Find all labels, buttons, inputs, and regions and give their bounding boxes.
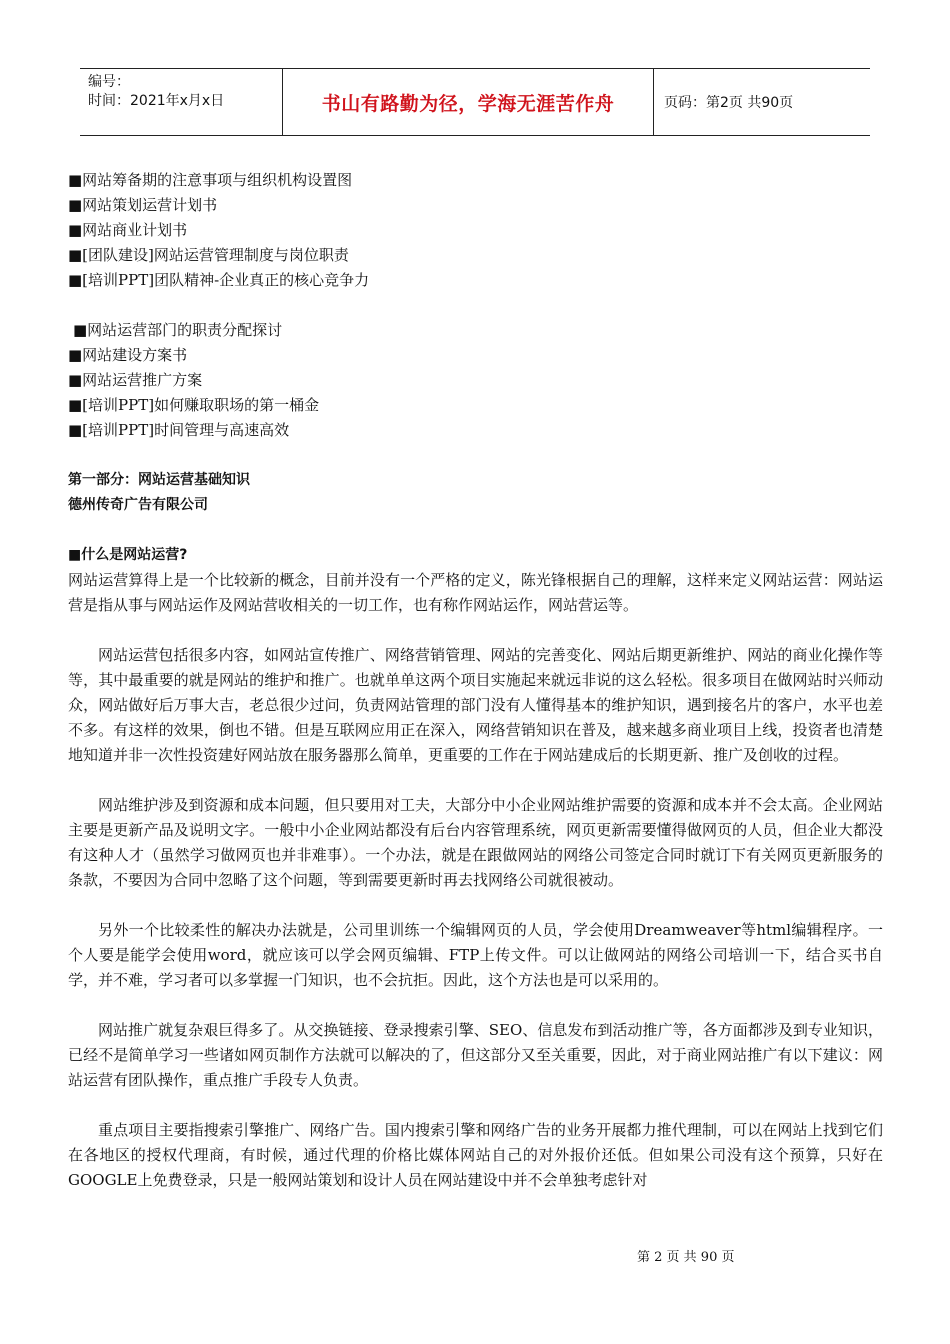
paragraph: 另外一个比较柔性的解决办法就是，公司里训练一个编辑网页的人员，学会使用Dreamweaver等html编辑程序。一个人要是能学会使用word，就应该可以学会网页编辑、FTP上传文件。可以让做网站的网络公司培训一下，结合买书自学，并不难，学习者可以多掌握一门知识，也不会抗拒。因此，这个方法也是可以采用的。 (68, 921, 883, 989)
paragraph-definition: 网站运营算得上是一个比较新的概念，目前并没有一个严格的定义，陈光锋根据自己的理解，这样来定义网站运营：网站运营是指从事与网站运作及网站营收相关的一切工作，也有称作网站运作，网站营运等。 (68, 571, 883, 614)
list-item: ■网站运营部门的职责分配探讨 (73, 321, 283, 339)
related-list-1 (68, 168, 883, 293)
list-item: ■网站商业计划书 (68, 221, 188, 239)
paragraph: 重点项目主要指搜索引擎推广、网络广告。国内搜索引擎和网络广告的业务开展都力推代理制，可以在网站上找到它们在各地区的授权代理商，有时候，通过代理的价格比媒体网站自己的对外报价还低。但如果公司没有这个预算，只好在GOOGLE上免费登录，只是一般网站策划和设计人员在网站建设中并不会单独考虑针对 (68, 1121, 883, 1189)
list-item: ■网站策划运营计划书 (68, 196, 218, 214)
number-label: 编号： (88, 74, 130, 90)
header-meta (80, 69, 282, 135)
list-item: ■网站运营推广方案 (68, 371, 203, 389)
document-body (68, 168, 883, 1193)
related-list-2 (68, 318, 883, 443)
list-item: ■[培训PPT]时间管理与高速高效 (68, 421, 290, 439)
question-heading: ■什么是网站运营? (68, 547, 188, 563)
list-item: ■[团队建设]网站运营管理制度与岗位职责 (68, 246, 349, 264)
list-item: ■网站建设方案书 (68, 346, 188, 364)
header-page-number: 页码：第2页 共90页 (664, 95, 794, 111)
header-motto: 书山有路勤为径，学海无涯苦作舟 (282, 69, 654, 135)
company-name: 德州传奇广告有限公司 (68, 497, 208, 513)
section-title: 第一部分：网站运营基础知识 (68, 472, 250, 488)
page-header (80, 68, 870, 136)
paragraph: 网站维护涉及到资源和成本问题，但只要用对工夫，大部分中小企业网站维护需要的资源和成本并不会太高。企业网站主要是更新产品及说明文字。一般中小企业网站都没有后台内容管理系统，网页更新需要懂得做网页的人员，但企业大都没有这种人才（虽然学习做网页也并非难事）。一个办法，就是在跟做网站的网络公司签定合同时就订下有关网页更新服务的条款，不要因为合同中忽略了这个问题，等到需要更新时再去找网络公司就很被动。 (68, 796, 883, 889)
list-item: ■[培训PPT]如何赚取职场的第一桶金 (68, 396, 320, 414)
section-heading (68, 468, 883, 518)
paragraph: 网站推广就复杂艰巨得多了。从交换链接、登录搜索引擎、SEO、信息发布到活动推广等，各方面都涉及到专业知识，已经不是简单学习一些诸如网页制作方法就可以解决的了，但这部分又至关重要，因此，对于商业网站推广有以下建议：网站运营有团队操作，重点推广手段专人负责。 (68, 1021, 883, 1089)
paragraph: 网站运营包括很多内容，如网站宣传推广、网络营销管理、网站的完善变化、网站后期更新维护、网站的商业化操作等等，其中最重要的就是网站的维护和推广。也就单单这两个项目实施起来就远非说的这么轻松。很多项目在做网站时兴师动众，网站做好后万事大吉，老总很少过问，负责网站管理的部门没有人懂得基本的维护知识，遇到接名片的客户，水平也差不多。有这样的效果，倒也不错。但是互联网应用正在深入，网络营销知识在普及，越来越多商业项目上线，投资者也清楚地知道并非一次性投资建好网站放在服务器那么简单，更重要的工作在于网站建成后的长期更新、推广及创收的过程。 (68, 646, 883, 764)
list-item: ■网站筹备期的注意事项与组织机构设置图 (68, 171, 353, 189)
date-label: 时间：2021年x月x日 (88, 93, 225, 109)
page-footer: 第 2 页 共 90 页 (637, 1250, 735, 1265)
list-item: ■[培训PPT]团队精神-企业真正的核心竞争力 (68, 271, 370, 289)
